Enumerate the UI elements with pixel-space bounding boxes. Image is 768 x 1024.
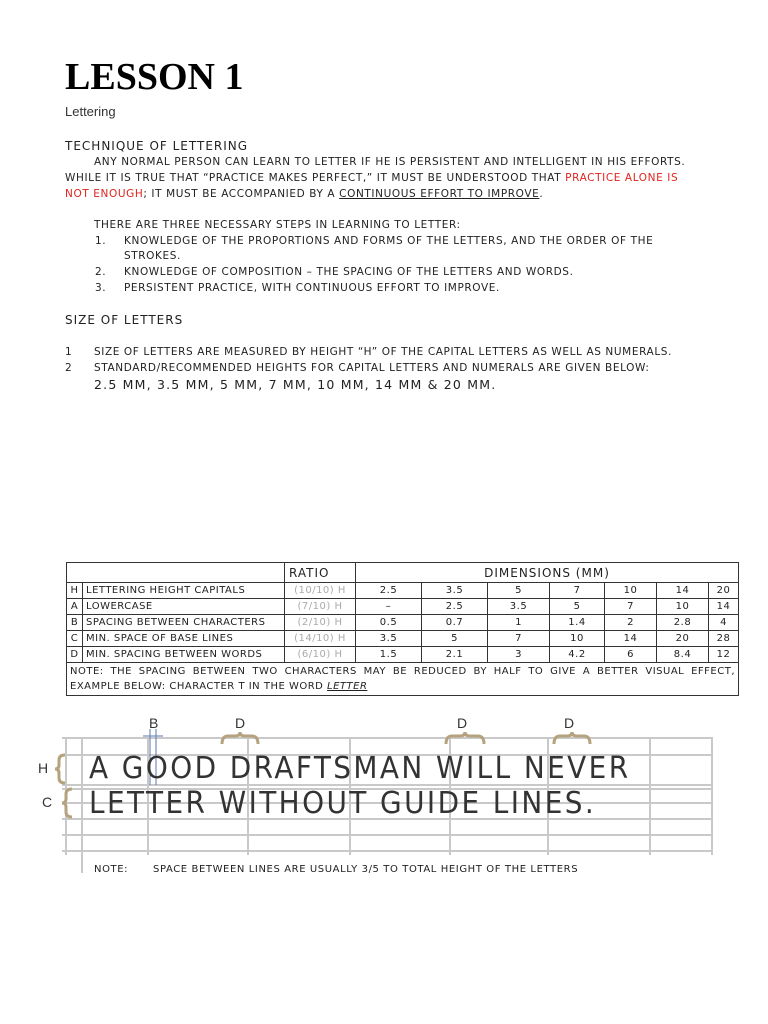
continuous-effort-underlined: CONTINUOUS EFFORT TO IMPROVE [339,188,540,200]
marker-d: D [235,715,246,731]
table-note-word: LETTER [327,681,368,692]
row-value: 10 [550,631,605,647]
dimensions-header: DIMENSIONS (MM) [356,563,739,583]
ratio-header: RATIO [285,563,356,583]
step-number: 1. [95,235,107,247]
table-note-text: NOTE: THE SPACING BETWEEN TWO CHARACTERS MAY BE REDUCED BY HALF TO GIVE A BETTER VISUAL EFFECT, EXAMPLE BELOW: CHARACTER T IN THE WORD [70,666,736,692]
row-code: B [67,615,83,631]
row-value: 2.5 [356,583,422,599]
row-value: 2 [605,615,657,631]
figure-note-text: SPACE BETWEEN LINES ARE USUALLY 3/5 TO TOTAL HEIGHT OF THE LETTERS [153,864,579,875]
row-value: 2.8 [657,615,709,631]
row-ratio: (10/10) H [285,583,356,599]
size-item-number: 1 [65,346,73,358]
row-value: 1.5 [356,647,422,663]
lesson-subtitle: Lettering [65,104,116,119]
technique-line-2 [65,173,678,184]
row-value: 0.5 [356,615,422,631]
table-row [67,631,739,647]
row-code: H [67,583,83,599]
marker-h: H [38,760,49,776]
row-value: 28 [709,631,739,647]
lesson-title: LESSON 1 [65,56,244,98]
row-label: MIN. SPACING BETWEEN WORDS [83,647,285,663]
step-number: 2. [95,266,107,278]
step-text: KNOWLEDGE OF COMPOSITION – THE SPACING OF THE LETTERS AND WORDS. [124,266,574,278]
table-body [67,583,739,663]
table-row [67,615,739,631]
row-value: 14 [657,583,709,599]
row-ratio: (14/10) H [285,631,356,647]
row-value: 12 [709,647,739,663]
row-code: A [67,599,83,615]
size-heading: SIZE OF LETTERS [65,313,184,327]
practice-alone-highlight: PRACTICE ALONE IS [565,172,679,184]
sample-line-1: A GOOD DRAFTSMAN WILL NEVER [89,751,631,786]
row-value: – [356,599,422,615]
table-row [67,583,739,599]
step-item [95,267,574,278]
row-ratio: (6/10) H [285,647,356,663]
size-item [65,363,650,374]
marker-b: B [149,715,159,731]
step-item [95,251,181,262]
row-value: 4.2 [550,647,605,663]
row-value: 20 [709,583,739,599]
row-ratio: (2/10) H [285,615,356,631]
height-brace [55,755,65,783]
table-row [67,599,739,615]
row-value: 7 [550,583,605,599]
row-ratio: (7/10) H [285,599,356,615]
row-value: 3.5 [356,631,422,647]
size-item-text: SIZE OF LETTERS ARE MEASURED BY HEIGHT “H” OF THE CAPITAL LETTERS AS WELL AS NUMERALS. [94,346,672,358]
marker-d: D [564,715,575,731]
standard-heights: 2.5 MM, 3.5 MM, 5 MM, 7 MM, 10 MM, 14 MM & 20 MM. [94,377,497,392]
step-text: STROKES. [124,250,181,262]
row-value: 7 [488,631,550,647]
row-value: 2.1 [422,647,488,663]
row-label: SPACING BETWEEN CHARACTERS [83,615,285,631]
table-note [67,663,739,696]
step-item [95,236,653,247]
row-label: MIN. SPACE OF BASE LINES [83,631,285,647]
table-row [67,647,739,663]
row-value: 8.4 [657,647,709,663]
row-value: 3 [488,647,550,663]
row-value: 1 [488,615,550,631]
marker-d: D [457,715,468,731]
figure-note-label: NOTE: [94,864,129,875]
row-value: 1.4 [550,615,605,631]
table-header-blank [67,563,285,583]
table-header-row [67,563,739,583]
row-value: 6 [605,647,657,663]
row-value: 5 [488,583,550,599]
technique-heading: TECHNIQUE OF LETTERING [65,139,249,153]
row-value: 5 [422,631,488,647]
step-number: 3. [95,282,107,294]
lettering-dimensions-table [66,562,739,696]
not-enough-highlight: NOT ENOUGH [65,188,144,200]
step-item [95,283,500,294]
row-label: LETTERING HEIGHT CAPITALS [83,583,285,599]
step-text: KNOWLEDGE OF THE PROPORTIONS AND FORMS OF THE LETTERS, AND THE ORDER OF THE [124,235,654,247]
row-value: 10 [657,599,709,615]
technique-line-2-text: WHILE IT IS TRUE THAT “PRACTICE MAKES PERFECT,” IT MUST BE UNDERSTOOD THAT [65,172,566,184]
size-item-number: 2 [65,362,73,374]
size-item [65,347,672,358]
steps-intro: THERE ARE THREE NECESSARY STEPS IN LEARNING TO LETTER: [94,219,461,231]
size-item-text: STANDARD/RECOMMENDED HEIGHTS FOR CAPITAL LETTERS AND NUMERALS ARE GIVEN BELOW: [94,362,650,374]
technique-line-3-text: ; IT MUST BE ACCOMPANIED BY A [143,188,340,200]
row-value: 14 [605,631,657,647]
row-value: 7 [605,599,657,615]
technique-line-3 [65,189,543,200]
marker-c: C [42,794,53,810]
technique-line-3-end: . [539,188,544,200]
row-value: 0.7 [422,615,488,631]
row-code: D [67,647,83,663]
row-code: C [67,631,83,647]
row-value: 20 [657,631,709,647]
row-value: 4 [709,615,739,631]
row-value: 5 [550,599,605,615]
row-label: LOWERCASE [83,599,285,615]
row-value: 14 [709,599,739,615]
row-value: 3.5 [488,599,550,615]
row-value: 2.5 [422,599,488,615]
guide-lines-figure [0,705,768,895]
row-value: 10 [605,583,657,599]
step-text: PERSISTENT PRACTICE, WITH CONTINUOUS EFFORT TO IMPROVE. [124,282,500,294]
technique-line-1: ANY NORMAL PERSON CAN LEARN TO LETTER IF HE IS PERSISTENT AND INTELLIGENT IN HIS EFFORTS. [94,156,686,168]
sample-line-2: LETTER WITHOUT GUIDE LINES. [89,786,597,821]
row-value: 3.5 [422,583,488,599]
table-note-row [67,663,739,696]
